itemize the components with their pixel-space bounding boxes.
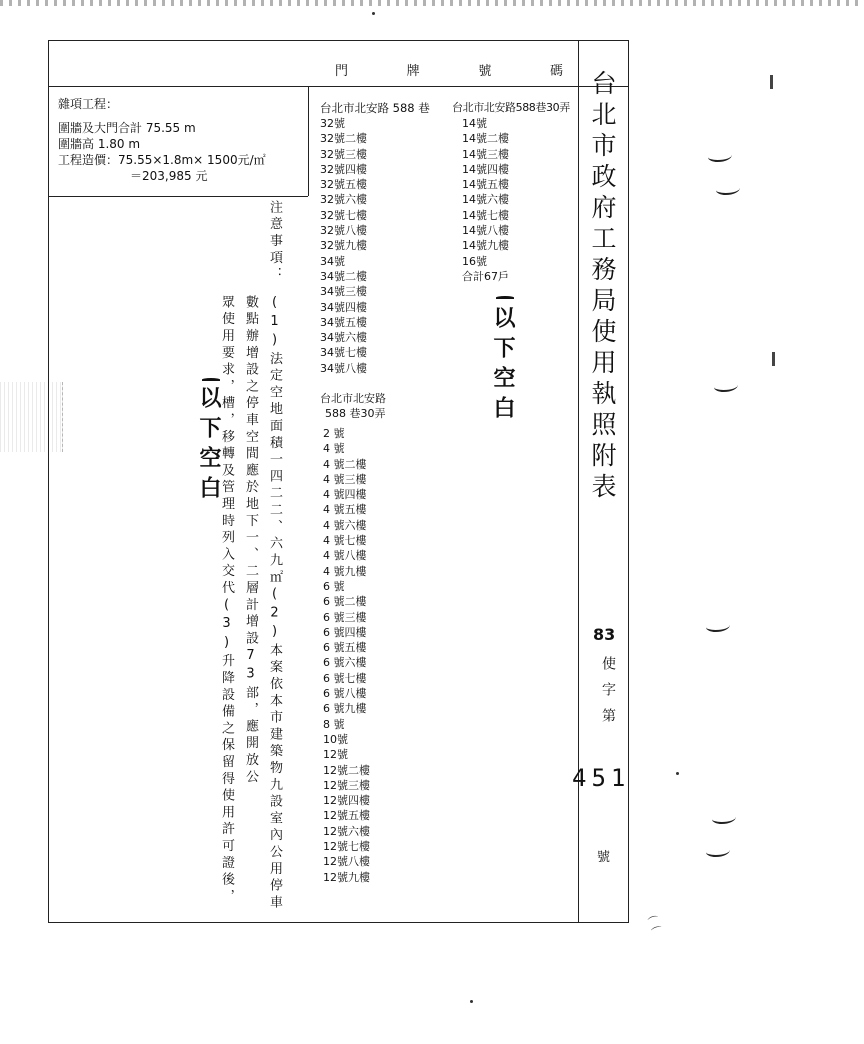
- address-item: 34號六樓: [320, 331, 367, 345]
- header-char: 門: [335, 64, 351, 79]
- address-item: 32號七樓: [320, 208, 367, 222]
- address-item: 4 號七樓: [323, 534, 367, 548]
- address-item: 14號八樓: [462, 224, 509, 238]
- permit-year: 83: [593, 625, 616, 644]
- address-item: 4 號二樓: [323, 457, 367, 471]
- address-item: 8 號: [323, 717, 345, 731]
- address-item: 34號二樓: [320, 269, 367, 283]
- address-item: 14號二樓: [462, 132, 509, 146]
- address-item: 合計67戶: [462, 269, 509, 283]
- misc-title: 雜項工程：: [58, 97, 119, 111]
- margin-tick: [772, 352, 775, 366]
- address-item: 12號九樓: [323, 870, 370, 884]
- blank-stamp-left: 以下空白: [196, 386, 222, 506]
- address-item: 34號五樓: [320, 315, 367, 329]
- address-head-left: 台北市北安路 588 巷: [320, 101, 430, 115]
- address-item: 32號八樓: [320, 224, 367, 238]
- address-item: 12號八樓: [323, 855, 370, 869]
- address-item: 34號: [320, 254, 345, 268]
- address-item: 14號三樓: [462, 147, 509, 161]
- misc-line: 圍牆高 1.80 m: [58, 137, 141, 151]
- address-item: 32號三樓: [320, 147, 367, 161]
- notes-column: 數點辦增設之停車空間應於地下一、二層計增設73部，應開放公: [243, 295, 258, 787]
- address-list-left: [320, 116, 367, 376]
- address-item: 34號四樓: [320, 300, 367, 314]
- address-item: 14號: [462, 117, 487, 130]
- address-item: 6 號八樓: [323, 687, 367, 701]
- address-list-right: [462, 116, 509, 284]
- header-char: 牌: [406, 64, 422, 79]
- scan-speck: [676, 772, 679, 775]
- address-item: 4 號六樓: [323, 518, 367, 532]
- address-item: 14號九樓: [462, 239, 509, 253]
- misc-line: 圍牆及大門合計 75.55 m: [58, 121, 196, 135]
- corner-seal: ⌒⌒: [645, 914, 665, 940]
- address-item: 34號三樓: [320, 285, 367, 299]
- notes-column: (1)法定空地面積一四二二、六九㎡(2)本案依本市建築物九設室內公用停車: [267, 295, 282, 912]
- header-char: 號: [478, 64, 494, 79]
- stamp-bracket: [202, 378, 220, 381]
- address-item: 12號四樓: [323, 794, 370, 808]
- address-item: 6 號: [323, 579, 345, 593]
- address-item: 12號三樓: [323, 778, 370, 792]
- address-subhead: 台北市北安路: [320, 392, 386, 405]
- address-item: 4 號三樓: [323, 472, 367, 486]
- misc-box-bottom-border: [48, 196, 308, 197]
- misc-line: ＝203,985 元: [130, 169, 208, 183]
- address-item: 6 號五樓: [323, 641, 367, 655]
- address-header: [335, 60, 565, 79]
- address-item: 32號九樓: [320, 239, 367, 253]
- stamp-bracket: [496, 296, 514, 299]
- address-item: 14號六樓: [462, 193, 509, 207]
- scan-speck: [372, 12, 375, 15]
- address-list-mid: [323, 426, 370, 885]
- address-item: 4 號四樓: [323, 488, 367, 502]
- address-item: 6 號二樓: [323, 595, 367, 609]
- address-item: 10號: [323, 732, 348, 746]
- notes-column: 眾使用要求，槽，移轉及管理時列入交代(3)升降設備之保留得使用許可證後，: [219, 295, 234, 906]
- address-item: 32號六樓: [320, 193, 367, 207]
- address-item: 4 號九樓: [323, 564, 367, 578]
- permit-label: 使字第: [600, 656, 616, 734]
- address-item: 12號二樓: [323, 763, 370, 777]
- address-item: 34號七樓: [320, 346, 367, 360]
- address-item: 14號五樓: [462, 178, 509, 192]
- permit-end-label: 號: [597, 850, 611, 865]
- address-item: 4 號五樓: [323, 503, 367, 517]
- permit-number: 451: [572, 764, 631, 792]
- address-subhead: 588 巷30弄: [325, 407, 386, 420]
- address-item: 14號四樓: [462, 162, 509, 176]
- address-item: 6 號七樓: [323, 671, 367, 685]
- address-item: 16號: [462, 254, 487, 268]
- misc-works-box: [58, 96, 303, 184]
- address-item: 12號: [323, 748, 348, 762]
- page-title: 台北市政府工務局使用執照附表: [588, 70, 617, 504]
- margin-mark: [706, 845, 730, 857]
- blank-stamp-right: 以下空白: [490, 306, 516, 426]
- margin-mark: [716, 183, 740, 195]
- misc-line: 工程造價：75.55×1.8m× 1500元/㎡: [58, 153, 266, 167]
- address-item: 6 號六樓: [323, 656, 367, 670]
- address-item: 12號七樓: [323, 840, 370, 854]
- address-item: 2 號: [323, 427, 345, 440]
- address-item: 14號七樓: [462, 208, 509, 222]
- margin-mark: [706, 620, 730, 632]
- address-item: 6 號三樓: [323, 610, 367, 624]
- address-item: 32號四樓: [320, 162, 367, 176]
- scan-speck: [470, 1000, 473, 1003]
- scan-top-edge: [0, 0, 864, 6]
- address-item: 4 號八樓: [323, 549, 367, 563]
- address-item: 34號八樓: [320, 361, 367, 375]
- address-item: 6 號四樓: [323, 625, 367, 639]
- margin-mark: [712, 812, 736, 824]
- address-item: 6 號九樓: [323, 702, 367, 716]
- address-item: 32號二樓: [320, 132, 367, 146]
- address-item: 32號: [320, 117, 345, 130]
- address-item: 32號五樓: [320, 178, 367, 192]
- header-char: 碼: [549, 64, 565, 79]
- margin-mark: [714, 380, 738, 392]
- address-head-right: 台北市北安路588巷30弄: [452, 101, 570, 114]
- margin-mark: [708, 150, 732, 162]
- address-item: 4 號: [323, 442, 345, 456]
- header-divider: [48, 86, 629, 87]
- notes-heading: 注意事項：: [267, 200, 282, 284]
- misc-box-right-border: [308, 86, 309, 196]
- address-item: 12號六樓: [323, 824, 370, 838]
- address-item: 12號五樓: [323, 809, 370, 823]
- margin-tick: [770, 75, 773, 89]
